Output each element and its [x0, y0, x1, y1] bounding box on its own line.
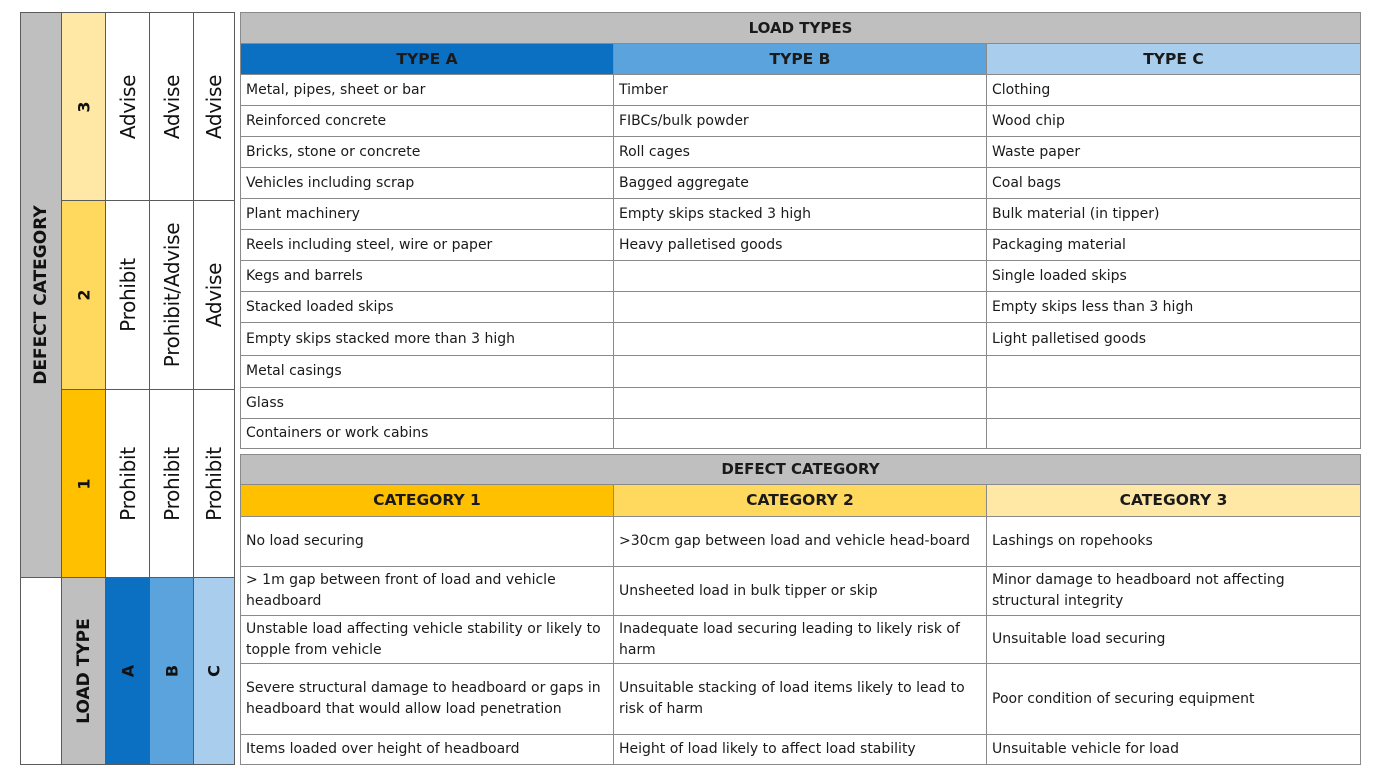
load-type-header: TYPE A [241, 44, 614, 75]
table-cell: Unsuitable load securing [987, 616, 1361, 664]
table-cell: Unstable load affecting vehicle stability or likely to topple from vehicle [241, 616, 614, 664]
action-text: Prohibit/Advise [159, 222, 184, 368]
category-number: 2 [74, 289, 93, 301]
table-cell: Clothing [987, 75, 1361, 106]
table-cell: Containers or work cabins [241, 419, 614, 449]
table-row [241, 567, 1361, 616]
table-cell: No load securing [241, 517, 614, 567]
table-cell: Inadequate load securing leading to likely risk of harm [614, 616, 987, 664]
table-row [241, 356, 1361, 388]
action-cell [105, 389, 150, 578]
defect-category-header: CATEGORY 2 [614, 485, 987, 517]
table-row [241, 199, 1361, 230]
table-cell: Poor condition of securing equipment [987, 664, 1361, 735]
table-row [241, 292, 1361, 323]
category-number: 1 [74, 477, 93, 490]
defect-category-side-label [20, 12, 62, 578]
action-cell [193, 389, 235, 578]
table-cell: Unsuitable stacking of load items likely to lead to risk of harm [614, 664, 987, 735]
category-cell-1 [61, 389, 106, 578]
table-cell: Reels including steel, wire or paper [241, 230, 614, 261]
load-type-cell-b [149, 577, 194, 765]
table-cell: Height of load likely to affect load stability [614, 735, 987, 765]
table-row [241, 137, 1361, 168]
load-type-header: TYPE C [987, 44, 1361, 75]
table-cell: Bagged aggregate [614, 168, 987, 199]
table-cell: Metal casings [241, 356, 614, 388]
load-type-cell-c [193, 577, 235, 765]
table-cell: Lashings on ropehooks [987, 517, 1361, 567]
table-cell [614, 419, 987, 449]
action-text: Advise [202, 74, 226, 139]
action-text: Prohibit [202, 446, 226, 521]
table-cell: Metal, pipes, sheet or bar [241, 75, 614, 106]
table-cell [614, 323, 987, 356]
load-type-label: LOAD TYPE [73, 618, 94, 724]
table-cell: Minor damage to headboard not affecting structural integrity [987, 567, 1361, 616]
table-cell: Bulk material (in tipper) [987, 199, 1361, 230]
table-cell: Empty skips stacked 3 high [614, 199, 987, 230]
action-text: Advise [115, 74, 140, 139]
load-type-side-label [61, 577, 106, 765]
table-row [241, 323, 1361, 356]
table-cell [614, 261, 987, 292]
table-cell: > 1m gap between front of load and vehicle headboard [241, 567, 614, 616]
table-cell: Severe structural damage to headboard or gaps in headboard that would allow load penetration [241, 664, 614, 735]
table-cell: Packaging material [987, 230, 1361, 261]
action-cell [149, 200, 194, 390]
load-types-table [240, 12, 1361, 449]
table-row [241, 517, 1361, 567]
category-cell-3 [61, 12, 106, 201]
load-types-title: LOAD TYPES [241, 13, 1361, 44]
table-cell: Timber [614, 75, 987, 106]
table-cell: Empty skips stacked more than 3 high [241, 323, 614, 356]
table-cell: Light palletised goods [987, 323, 1361, 356]
table-cell: Kegs and barrels [241, 261, 614, 292]
table-row [241, 664, 1361, 735]
table-cell: Plant machinery [241, 199, 614, 230]
table-cell: Roll cages [614, 137, 987, 168]
action-text: Prohibit [115, 446, 140, 521]
table-cell: Bricks, stone or concrete [241, 137, 614, 168]
table-cell [614, 388, 987, 419]
action-cell [105, 200, 150, 390]
table-cell [614, 356, 987, 388]
table-cell: Stacked loaded skips [241, 292, 614, 323]
category-cell-2 [61, 200, 106, 390]
defect-category-title: DEFECT CATEGORY [241, 455, 1361, 485]
defect-category-header: CATEGORY 3 [987, 485, 1361, 517]
table-cell: Glass [241, 388, 614, 419]
table-row [241, 75, 1361, 106]
table-cell: FIBCs/bulk powder [614, 106, 987, 137]
table-cell: Reinforced concrete [241, 106, 614, 137]
table-row [241, 419, 1361, 449]
load-type-header: TYPE B [614, 44, 987, 75]
table-cell: Single loaded skips [987, 261, 1361, 292]
defect-category-header: CATEGORY 1 [241, 485, 614, 517]
action-cell [105, 12, 150, 201]
table-cell: Heavy palletised goods [614, 230, 987, 261]
action-text: Prohibit [115, 258, 140, 332]
action-cell [193, 200, 235, 390]
table-row [241, 230, 1361, 261]
action-text: Advise [202, 262, 226, 328]
load-type-letter: C [204, 665, 224, 677]
action-cell [149, 12, 194, 201]
category-number: 3 [74, 100, 93, 113]
table-cell: Unsuitable vehicle for load [987, 735, 1361, 765]
table-cell [987, 388, 1361, 419]
table-cell [614, 292, 987, 323]
table-cell: Wood chip [987, 106, 1361, 137]
load-type-cell-a [105, 577, 150, 765]
table-cell: Unsheeted load in bulk tipper or skip [614, 567, 987, 616]
action-text: Prohibit [159, 446, 184, 521]
table-row [241, 735, 1361, 765]
action-text: Advise [159, 74, 184, 139]
load-type-letter: A [118, 664, 137, 678]
load-type-corner-blank [20, 577, 62, 765]
table-cell: Waste paper [987, 137, 1361, 168]
table-row [241, 261, 1361, 292]
table-row [241, 616, 1361, 664]
table-cell [987, 419, 1361, 449]
table-row [241, 168, 1361, 199]
load-type-letter: B [162, 664, 181, 678]
table-cell [987, 356, 1361, 388]
table-cell: Vehicles including scrap [241, 168, 614, 199]
action-cell [193, 12, 235, 201]
defect-category-table [240, 454, 1361, 765]
table-cell: Items loaded over height of headboard [241, 735, 614, 765]
action-cell [149, 389, 194, 578]
table-row [241, 388, 1361, 419]
table-cell: Coal bags [987, 168, 1361, 199]
table-row [241, 106, 1361, 137]
table-cell: >30cm gap between load and vehicle head-board [614, 517, 987, 567]
table-cell: Empty skips less than 3 high [987, 292, 1361, 323]
defect-category-label: DEFECT CATEGORY [31, 205, 51, 385]
